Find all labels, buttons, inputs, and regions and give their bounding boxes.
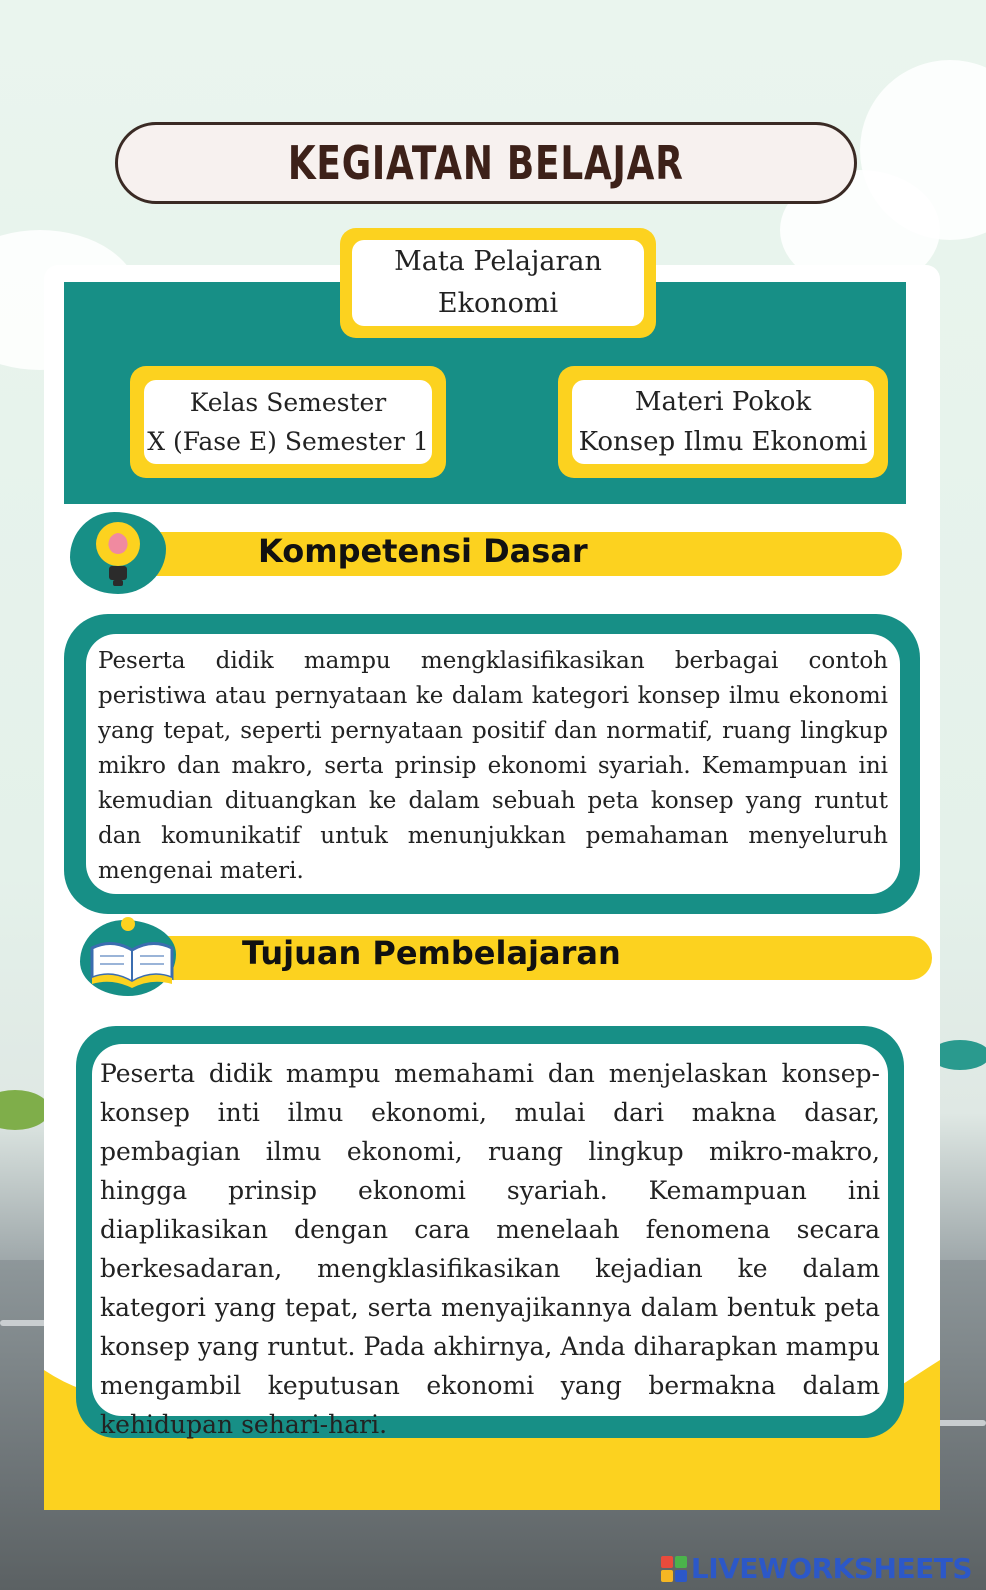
open-book-icon [84, 912, 180, 992]
lightbulb-icon [88, 516, 148, 590]
mata-pelajaran-value: Ekonomi [437, 288, 559, 319]
kompetensi-text: Peserta didik mampu mengklasifikasikan berbagai contoh peristiwa atau pernyataan ke dalam kategori konsep ilmu ekonomi yang tepat, seperti pernyataan positif dan normatif, ruang lingkup mikro dan makro, serta prinsip ekonomi syariah. Kemampuan ini kemudian dituangkan ke dalam sebuah peta konsep yang runtut dan komunikatif untuk menunjukkan pemahaman menyeluruh mengenai materi. [86, 634, 900, 894]
page-title-banner [115, 122, 857, 204]
liveworksheets-logo-icon [661, 1556, 687, 1582]
materi-value: Konsep Ilmu Ekonomi [578, 427, 868, 457]
kompetensi-title: Kompetensi Dasar [258, 532, 588, 570]
liveworksheets-watermark [661, 1552, 972, 1585]
tujuan-title: Tujuan Pembelajaran [242, 934, 621, 972]
mata-pelajaran-label: Mata Pelajaran [394, 246, 602, 277]
watermark-text: LIVEWORKSHEETS [690, 1552, 972, 1585]
materi-pokok-box [558, 366, 888, 478]
page-title: KEGIATAN BELAJAR [288, 136, 684, 190]
materi-label: Materi Pokok [634, 387, 812, 417]
tujuan-text: Peserta didik mampu memahami dan menjelaskan konsep-konsep inti ilmu ekonomi, mulai dari makna dasar, pembagian ilmu ekonomi, ruang lingkup mikro-makro, hingga prinsip ekonomi syariah. Kemampuan ini diaplikasikan dengan cara menelaah fenomena secara berkesadaran, mengklasifikasikan kejadian ke dalam kategori yang tepat, serta menyajikannya dalam bentuk peta konsep yang runtut. Pada akhirnya, Anda diharapkan mampu mengambil keputusan ekonomi yang bermakna dalam kehidupan sehari-hari. [92, 1044, 888, 1416]
kelas-semester-box [130, 366, 446, 478]
kelas-value: X (Fase E) Semester 1 [147, 427, 429, 456]
mata-pelajaran-box [340, 228, 656, 338]
kelas-label: Kelas Semester [189, 388, 387, 417]
